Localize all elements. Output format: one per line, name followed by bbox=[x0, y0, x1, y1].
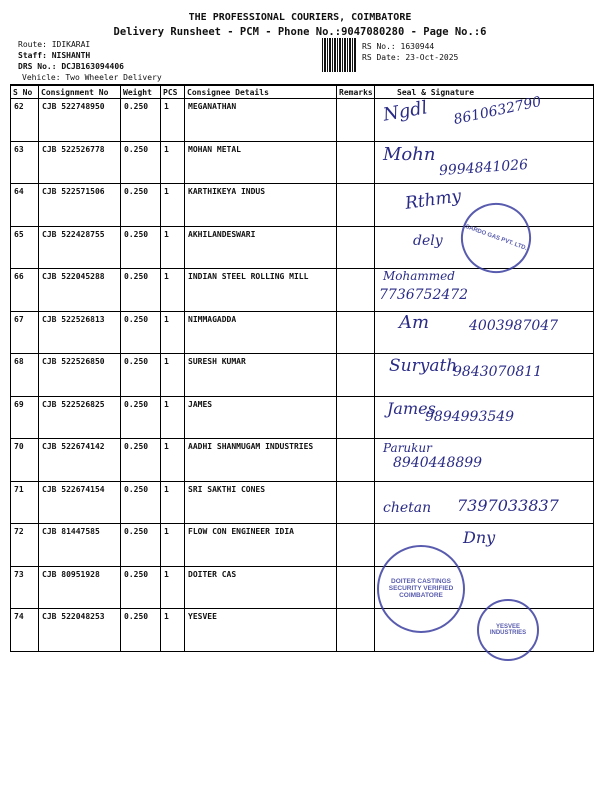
table-row bbox=[11, 396, 594, 439]
table-row bbox=[11, 226, 594, 269]
cell-pcs: 1 bbox=[161, 311, 185, 354]
cell-pcs: 1 bbox=[161, 354, 185, 397]
cell-consignee: INDIAN STEEL ROLLING MILL bbox=[185, 269, 337, 312]
handwritten-signature: Mohn bbox=[383, 143, 436, 165]
cell-signature bbox=[375, 439, 594, 482]
cell-sno: 74 bbox=[11, 609, 39, 652]
cell-pcs: 1 bbox=[161, 396, 185, 439]
cell-consignee: FLOW CON ENGINEER IDIA bbox=[185, 524, 337, 567]
cell-consignee: JAMES bbox=[185, 396, 337, 439]
cell-weight: 0.250 bbox=[121, 481, 161, 524]
cell-remarks bbox=[337, 141, 375, 184]
cell-pcs: 1 bbox=[161, 439, 185, 482]
staff-text: Staff: NISHANTH bbox=[18, 51, 91, 60]
cell-sno: 71 bbox=[11, 481, 39, 524]
cell-weight: 0.250 bbox=[121, 566, 161, 609]
cell-signature bbox=[375, 269, 594, 312]
cell-sno: 65 bbox=[11, 226, 39, 269]
handwritten-phone: 9843070811 bbox=[453, 364, 543, 380]
handwritten-signature: Parukur bbox=[383, 441, 432, 455]
col-pcs: PCS bbox=[161, 85, 185, 99]
col-signature: Seal & Signature bbox=[375, 85, 594, 99]
table-row bbox=[11, 481, 594, 524]
cell-pcs: 1 bbox=[161, 524, 185, 567]
cell-sno: 72 bbox=[11, 524, 39, 567]
handwritten-signature: dely bbox=[413, 232, 443, 249]
cell-sno: 73 bbox=[11, 566, 39, 609]
handwritten-signature: chetan bbox=[383, 499, 432, 516]
cell-remarks bbox=[337, 184, 375, 227]
cell-sno: 67 bbox=[11, 311, 39, 354]
cell-remarks bbox=[337, 269, 375, 312]
cell-pcs: 1 bbox=[161, 99, 185, 142]
col-consignee: Consignee Details bbox=[185, 85, 337, 99]
col-sno: S No bbox=[11, 85, 39, 99]
handwritten-signature: Mohammed bbox=[383, 269, 455, 283]
cell-pcs: 1 bbox=[161, 226, 185, 269]
cell-pcs: 1 bbox=[161, 184, 185, 227]
cell-consignee: DOITER CAS bbox=[185, 566, 337, 609]
handwritten-phone: 8610632790 bbox=[452, 93, 543, 129]
cell-consignment: CJB 522526813 bbox=[39, 311, 121, 354]
barcode-image bbox=[322, 38, 356, 72]
cell-sno: 63 bbox=[11, 141, 39, 184]
runsheet-table bbox=[10, 84, 594, 652]
cell-weight: 0.250 bbox=[121, 354, 161, 397]
table-row bbox=[11, 439, 594, 482]
cell-consignee: SRI SAKTHI CONES bbox=[185, 481, 337, 524]
cell-consignee: KARTHIKEYA INDUS bbox=[185, 184, 337, 227]
rs-date: RS Date: 23-Oct-2025 bbox=[362, 53, 459, 62]
handwritten-phone: 9994841026 bbox=[438, 156, 529, 179]
cell-signature bbox=[375, 609, 594, 652]
cell-sno: 66 bbox=[11, 269, 39, 312]
col-weight: Weight bbox=[121, 85, 161, 99]
cell-remarks bbox=[337, 524, 375, 567]
cell-consignee: MOHAN METAL bbox=[185, 141, 337, 184]
security-verified-stamp: DOITER CASTINGS SECURITY VERIFIED COIMBATORE bbox=[377, 545, 465, 633]
cell-consignee: AKHILANDESWARI bbox=[185, 226, 337, 269]
cell-consignee: AADHI SHANMUGAM INDUSTRIES bbox=[185, 439, 337, 482]
cell-signature bbox=[375, 481, 594, 524]
route-text: Route: IDIKARAI bbox=[18, 40, 91, 49]
handwritten-signature: Am bbox=[399, 311, 430, 333]
table-row bbox=[11, 609, 594, 652]
cell-pcs: 1 bbox=[161, 269, 185, 312]
cell-weight: 0.250 bbox=[121, 439, 161, 482]
handwritten-signature: Rthmy bbox=[403, 186, 463, 214]
cell-remarks bbox=[337, 396, 375, 439]
cell-consignment: CJB 522526850 bbox=[39, 354, 121, 397]
cell-consignment: CJB 522674142 bbox=[39, 439, 121, 482]
handwritten-signature: Ngdl bbox=[381, 97, 430, 126]
cell-remarks bbox=[337, 226, 375, 269]
cell-consignment: CJB 522526825 bbox=[39, 396, 121, 439]
company-title: THE PROFESSIONAL COURIERS, COIMBATORE bbox=[188, 12, 412, 23]
cell-signature bbox=[375, 354, 594, 397]
table-row bbox=[11, 141, 594, 184]
cell-consignment: CJB 80951928 bbox=[39, 566, 121, 609]
cell-consignee: NIMMAGADDA bbox=[185, 311, 337, 354]
cell-consignment: CJB 522526778 bbox=[39, 141, 121, 184]
cell-pcs: 1 bbox=[161, 481, 185, 524]
cell-weight: 0.250 bbox=[121, 141, 161, 184]
cell-sno: 68 bbox=[11, 354, 39, 397]
cell-pcs: 1 bbox=[161, 609, 185, 652]
cell-sno: 69 bbox=[11, 396, 39, 439]
col-consignment: Consignment No bbox=[39, 85, 121, 99]
runsheet-subtitle: Delivery Runsheet - PCM - Phone No.:9047080280 - Page No.:6 bbox=[113, 26, 487, 38]
table-row bbox=[11, 99, 594, 142]
company-seal-stamp: YESVEE INDUSTRIES bbox=[477, 599, 539, 661]
table-header-row bbox=[11, 85, 594, 99]
cell-sno: 64 bbox=[11, 184, 39, 227]
rs-number: RS No.: 1630944 bbox=[362, 42, 435, 51]
handwritten-phone: 8940448899 bbox=[393, 455, 483, 471]
cell-consignee: SURESH KUMAR bbox=[185, 354, 337, 397]
table-row bbox=[11, 269, 594, 312]
cell-consignment: CJB 81447585 bbox=[39, 524, 121, 567]
cell-remarks bbox=[337, 481, 375, 524]
cell-weight: 0.250 bbox=[121, 396, 161, 439]
table-row bbox=[11, 524, 594, 567]
cell-remarks bbox=[337, 354, 375, 397]
cell-consignment: CJB 522748950 bbox=[39, 99, 121, 142]
cell-remarks bbox=[337, 439, 375, 482]
cell-weight: 0.250 bbox=[121, 311, 161, 354]
handwritten-phone: 7397033837 bbox=[457, 495, 559, 515]
company-seal-stamp: SARDO GAS PVT. LTD. bbox=[451, 193, 541, 283]
handwritten-phone: 9894993549 bbox=[425, 408, 515, 425]
handwritten-phone: 4003987047 bbox=[469, 317, 559, 334]
cell-remarks bbox=[337, 609, 375, 652]
cell-sno: 70 bbox=[11, 439, 39, 482]
col-remarks: Remarks bbox=[337, 85, 375, 99]
cell-consignment: CJB 522571506 bbox=[39, 184, 121, 227]
cell-signature bbox=[375, 141, 594, 184]
cell-weight: 0.250 bbox=[121, 184, 161, 227]
cell-weight: 0.250 bbox=[121, 269, 161, 312]
cell-pcs: 1 bbox=[161, 566, 185, 609]
cell-remarks bbox=[337, 311, 375, 354]
cell-remarks bbox=[337, 99, 375, 142]
cell-consignment: CJB 522674154 bbox=[39, 481, 121, 524]
cell-weight: 0.250 bbox=[121, 226, 161, 269]
cell-weight: 0.250 bbox=[121, 99, 161, 142]
cell-signature bbox=[375, 223, 594, 269]
vehicle-text: Vehicle: Two Wheeler Delivery bbox=[22, 73, 162, 82]
cell-signature bbox=[375, 396, 594, 439]
table-row bbox=[11, 354, 594, 397]
cell-signature bbox=[375, 566, 594, 609]
cell-weight: 0.250 bbox=[121, 609, 161, 652]
handwritten-signature: Dny bbox=[463, 528, 496, 547]
cell-consignment: CJB 522045288 bbox=[39, 269, 121, 312]
cell-consignee: YESVEE bbox=[185, 609, 337, 652]
cell-consignment: CJB 522428755 bbox=[39, 226, 121, 269]
cell-pcs: 1 bbox=[161, 141, 185, 184]
cell-weight: 0.250 bbox=[121, 524, 161, 567]
handwritten-signature: James bbox=[387, 398, 436, 418]
cell-signature bbox=[375, 93, 594, 142]
handwritten-phone: 7736752472 bbox=[379, 287, 469, 303]
cell-remarks bbox=[337, 566, 375, 609]
cell-consignment: CJB 522048253 bbox=[39, 609, 121, 652]
cell-signature bbox=[375, 311, 594, 354]
drs-number: DRS No.: DCJB163094406 bbox=[18, 62, 124, 71]
table-row bbox=[11, 311, 594, 354]
cell-consignee: MEGANATHAN bbox=[185, 99, 337, 142]
handwritten-signature: Suryath bbox=[389, 356, 458, 376]
cell-sno: 62 bbox=[11, 99, 39, 142]
